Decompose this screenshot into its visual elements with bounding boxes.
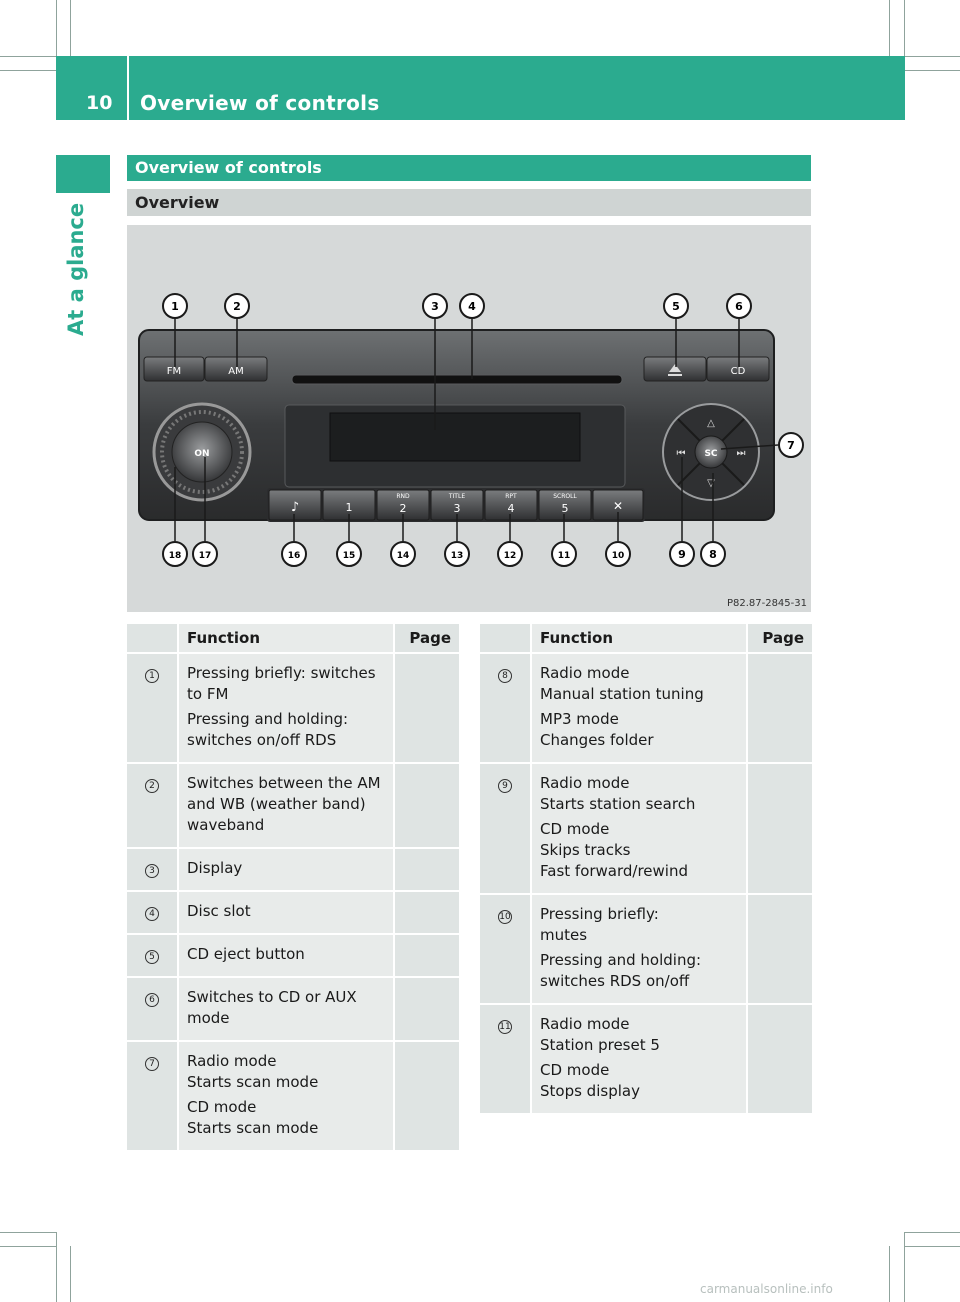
table-row <box>126 653 460 763</box>
description-line: Station preset 5 <box>540 1036 660 1054</box>
description-line: waveband <box>187 816 265 834</box>
svg-text:10: 10 <box>611 551 625 561</box>
preset-2-caption: RND <box>396 493 410 500</box>
svg-text:11: 11 <box>557 551 571 561</box>
table-header-row <box>126 623 460 653</box>
description-line: Fast forward/rewind <box>540 862 689 880</box>
function-description <box>531 1004 747 1114</box>
svg-text:3: 3 <box>431 300 439 313</box>
page-reference-cell <box>394 891 460 934</box>
description-line: and WB (weather band) <box>187 795 366 813</box>
callout-number: 11 <box>499 1022 511 1032</box>
svg-text:7: 7 <box>787 439 795 452</box>
watermark: carmanualsonline.info <box>700 1282 833 1296</box>
svg-text:16: 16 <box>287 551 301 561</box>
description-line: Radio mode <box>540 774 630 792</box>
function-description <box>178 653 394 763</box>
page-reference-cell <box>394 653 460 763</box>
description-line: switches RDS on/off <box>540 972 690 990</box>
subsection-title-bar <box>127 189 811 216</box>
row-number-cell <box>126 1041 178 1151</box>
crop-mark <box>70 1246 71 1302</box>
crop-mark <box>0 70 56 71</box>
right-function-table <box>478 622 814 1115</box>
description-line: CD mode <box>540 1061 610 1079</box>
svg-text:15: 15 <box>342 551 356 561</box>
description-line: CD mode <box>540 820 610 838</box>
crop-mark <box>0 1246 56 1247</box>
callout-1 <box>163 294 187 318</box>
page-number: 10 <box>86 92 113 114</box>
row-number-cell <box>479 894 531 1004</box>
function-description <box>531 763 747 894</box>
crop-mark <box>905 56 960 57</box>
callout-14 <box>391 542 415 566</box>
callout-8 <box>701 542 725 566</box>
tone-icon: ♪ <box>290 500 300 515</box>
row-number-cell <box>126 977 178 1041</box>
am-label: AM <box>228 366 244 377</box>
row-number-cell <box>479 653 531 763</box>
crop-mark <box>905 70 960 71</box>
page-reference-cell <box>747 653 813 763</box>
page-reference-cell <box>394 934 460 977</box>
description-line: Radio mode <box>540 664 630 682</box>
callout-5 <box>664 294 688 318</box>
svg-text:13: 13 <box>450 551 464 561</box>
table-header-row <box>479 623 813 653</box>
callout-number: 3 <box>145 864 159 878</box>
callout-number: 2 <box>145 779 159 793</box>
function-description <box>178 1041 394 1151</box>
svg-text:18: 18 <box>168 551 182 561</box>
svg-text:8: 8 <box>709 548 717 561</box>
down-arrow-icon: ▽ <box>707 478 715 489</box>
preset-3-label: 3 <box>453 502 461 515</box>
callout-12 <box>498 542 522 566</box>
sc-label: SC <box>704 449 718 459</box>
header-function: Function <box>531 623 747 653</box>
table-row <box>479 763 813 894</box>
callout-number: 10 <box>499 912 511 922</box>
table-row <box>126 977 460 1041</box>
description-line: Starts scan mode <box>187 1119 319 1137</box>
callout-number: 9 <box>498 779 512 793</box>
header-page: Page <box>747 623 813 653</box>
crop-mark <box>70 0 71 56</box>
function-description <box>531 653 747 763</box>
callout-4 <box>460 294 484 318</box>
description-line: mutes <box>540 926 588 944</box>
header-title: Overview of controls <box>140 91 380 115</box>
table-row <box>479 894 813 1004</box>
crop-mark <box>905 1232 960 1233</box>
page-reference-cell <box>747 763 813 894</box>
row-number-cell <box>126 934 178 977</box>
table-row <box>479 1004 813 1114</box>
crop-mark <box>889 1246 890 1302</box>
section-title: Overview of controls <box>135 158 322 177</box>
callout-number: 6 <box>145 993 159 1007</box>
function-description <box>178 934 394 977</box>
header-divider <box>127 56 129 120</box>
mute-icon: ✕ <box>612 499 624 513</box>
display-screen <box>330 413 580 461</box>
table-row <box>126 934 460 977</box>
callout-11 <box>552 542 576 566</box>
row-number-cell <box>479 763 531 894</box>
description-line: Disc slot <box>187 902 251 920</box>
function-description <box>531 894 747 1004</box>
header-number-cell <box>126 623 178 653</box>
description-line: Radio mode <box>540 1015 630 1033</box>
description-line: Stops display <box>540 1082 640 1100</box>
description-line: Pressing and holding: <box>540 951 702 969</box>
svg-text:5: 5 <box>672 300 680 313</box>
left-function-table <box>125 622 461 1152</box>
callout-18 <box>163 542 187 566</box>
callout-2 <box>225 294 249 318</box>
row-number-cell <box>126 653 178 763</box>
callout-3 <box>423 294 447 318</box>
cd-label: CD <box>730 366 746 377</box>
disc-slot <box>292 375 622 384</box>
preset-5-label: 5 <box>561 502 569 515</box>
preset-5-caption: SCROLL <box>553 493 577 500</box>
callout-number: 5 <box>145 950 159 964</box>
preset-4-caption: RPT <box>505 493 517 500</box>
description-line: Starts station search <box>540 795 696 813</box>
description-line: switches on/off RDS <box>187 731 337 749</box>
skip-forward-icon: ⏭ <box>736 448 746 459</box>
description-line: Manual station tuning <box>540 685 704 703</box>
description-line: Radio mode <box>187 1052 277 1070</box>
svg-text:2: 2 <box>233 300 241 313</box>
side-tab-marker <box>56 155 110 193</box>
crop-mark <box>56 1232 57 1302</box>
table-row <box>479 653 813 763</box>
row-number-cell <box>479 1004 531 1114</box>
skip-back-icon: ⏮ <box>676 448 686 459</box>
callout-number: 1 <box>145 669 159 683</box>
crop-mark <box>0 1232 56 1233</box>
description-line: Display <box>187 859 243 877</box>
function-description <box>178 848 394 891</box>
callout-17 <box>193 542 217 566</box>
page-reference-cell <box>747 1004 813 1114</box>
svg-text:1: 1 <box>171 300 179 313</box>
up-arrow-icon: △ <box>707 418 715 429</box>
subsection-title: Overview <box>135 193 220 212</box>
on-label: ON <box>194 449 210 459</box>
row-number-cell <box>126 763 178 848</box>
header-page: Page <box>394 623 460 653</box>
svg-text:12: 12 <box>503 551 517 561</box>
table-row <box>126 1041 460 1151</box>
description-line: mode <box>187 1009 230 1027</box>
description-line: CD mode <box>187 1098 257 1116</box>
description-line: Switches to CD or AUX <box>187 988 357 1006</box>
row-number-cell <box>126 891 178 934</box>
callout-10 <box>606 542 630 566</box>
header-number-cell <box>479 623 531 653</box>
page-reference-cell <box>394 763 460 848</box>
callout-9 <box>670 542 694 566</box>
table-row <box>126 848 460 891</box>
crop-mark <box>889 0 890 56</box>
page-header <box>56 56 905 120</box>
callout-number: 7 <box>145 1057 159 1071</box>
description-line: Skips tracks <box>540 841 631 859</box>
section-title-bar <box>127 155 811 181</box>
radio-drawing <box>127 225 811 612</box>
description-line: Switches between the AM <box>187 774 381 792</box>
preset-4-label: 4 <box>507 502 515 515</box>
header-function: Function <box>178 623 394 653</box>
description-line: Starts scan mode <box>187 1073 319 1091</box>
description-line: Changes folder <box>540 731 654 749</box>
crop-mark <box>904 1232 905 1302</box>
callout-16 <box>282 542 306 566</box>
callout-number: 4 <box>145 907 159 921</box>
svg-text:14: 14 <box>396 551 410 561</box>
fm-label: FM <box>166 366 182 377</box>
function-description <box>178 763 394 848</box>
side-tab-label: At a glance <box>64 202 88 336</box>
image-reference: P82.87-2845-31 <box>726 598 807 609</box>
crop-mark <box>905 1246 960 1247</box>
description-line: Pressing and holding: <box>187 710 349 728</box>
svg-text:17: 17 <box>198 551 212 561</box>
description-line: Pressing briefly: switches <box>187 664 376 682</box>
callout-number: 8 <box>498 669 512 683</box>
page-reference-cell <box>394 977 460 1041</box>
description-line: MP3 mode <box>540 710 619 728</box>
function-description <box>178 891 394 934</box>
row-number-cell <box>126 848 178 891</box>
page-reference-cell <box>747 894 813 1004</box>
callout-7 <box>779 433 803 457</box>
function-description <box>178 977 394 1041</box>
description-line: CD eject button <box>187 945 305 963</box>
preset-1-label: 1 <box>345 501 353 514</box>
svg-text:6: 6 <box>735 300 743 313</box>
table-row <box>126 891 460 934</box>
svg-text:9: 9 <box>678 548 686 561</box>
page-reference-cell <box>394 848 460 891</box>
callout-13 <box>445 542 469 566</box>
table-row <box>126 763 460 848</box>
eject-bar <box>668 374 682 376</box>
radio-illustration <box>127 225 811 612</box>
callout-15 <box>337 542 361 566</box>
callout-6 <box>727 294 751 318</box>
description-line: Pressing briefly: <box>540 905 659 923</box>
description-line: to FM <box>187 685 229 703</box>
preset-2-label: 2 <box>399 502 407 515</box>
page-reference-cell <box>394 1041 460 1151</box>
preset-3-caption: TITLE <box>448 493 466 500</box>
preset-buttons <box>269 490 643 520</box>
crop-mark <box>0 56 56 57</box>
svg-text:4: 4 <box>468 300 476 313</box>
